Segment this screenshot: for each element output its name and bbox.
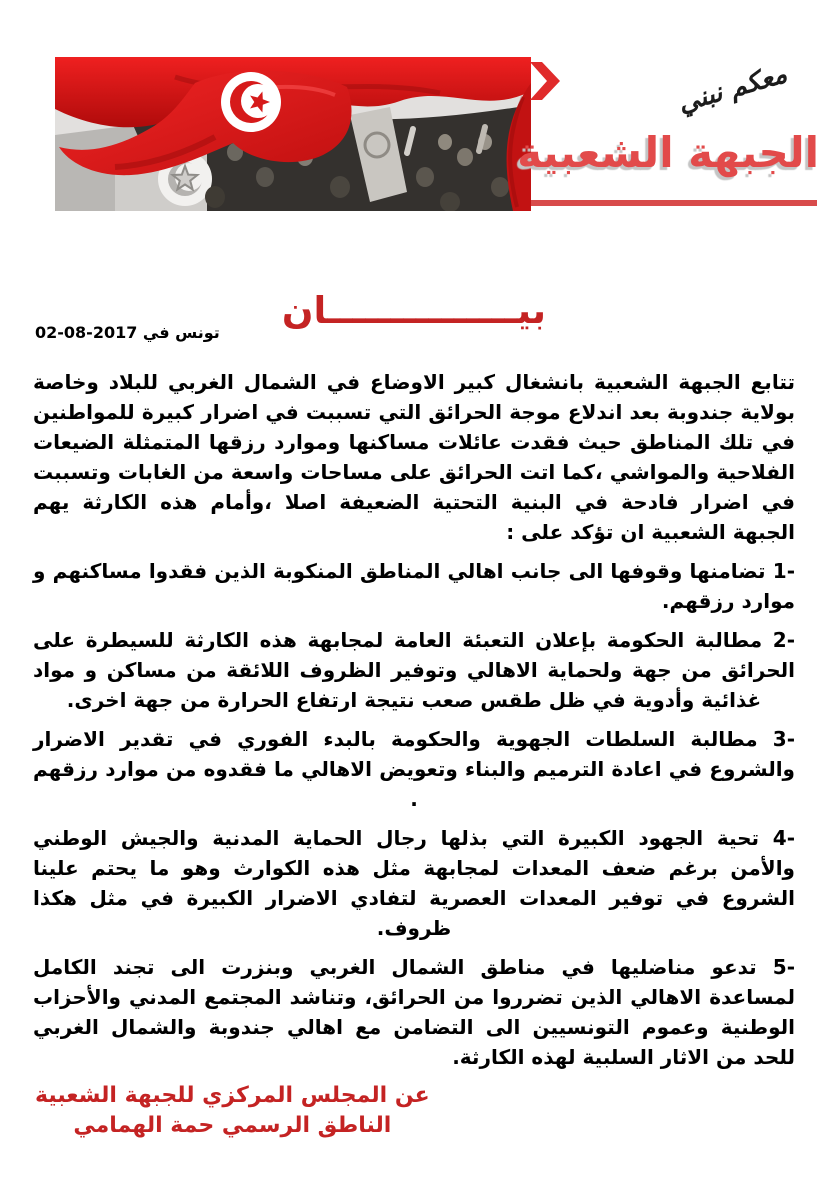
flag-crowd-photo [55,57,531,211]
list-item-1: -1 تضامنها وقوفها الى جانب اهالي المناطق المنكوبة الذين فقدوا مساكنهم و موارد رزقهم. [33,558,795,613]
list-item-2: -2 مطالبة الحكومة بإعلان التعبئة العامة لمجابهة هذه الكارثة للسيطرة على الحرائق من جهة ولحماية الاهالي وتوفير الظروف اللائقة من مساكن و مواد غذائية وأدوية في ظل طقس صعب نتيجة ارتفاع الحرارة من جهة اخرى. [33,627,795,712]
list-item-4: -4 تحية الجهود الكبيرة التي بذلها رجال الحماية المدنية والجيش الوطني والأمن برغم ضعف المعدات لمجابهة مثل هذه الكوارث وهو ما يحتم علينا الشروع في توفير المعدات العصرية لتفادي الاضرار الكبيرة في مثل هكذا ظروف. [33,825,795,940]
logo-underline [531,200,817,206]
signature-spokesman-line: الناطق الرسمي حمة الهمامي [73,1112,392,1138]
intro-paragraph: تتابع الجبهة الشعبية بانشغال كبير الاوضاع في الشمال الغربي للبلاد وخاصة بولاية جندوبة بعد اندلاع موجة الحرائق التي تسببت في اضرار كبيرة للمواطنين في تلك المناطق حيث فقدت عائلات مساكنها وموارد رزقها المتمثلة الضيعات الفلاحية والمواشي ،كما اتت الحرائق على مساحات واسعة من الغابات وتسببت في اضرار فادحة في البنية التحتية الضعيفة اصلا ،وأمام هذه الكارثة يهم الجبهة الشعبية ان تؤكد على : [33,369,795,544]
chevron-right-icon [530,62,560,100]
signature-block [35,1081,430,1141]
signature-org-line: عن المجلس المركزي للجبهة الشعبية [35,1082,430,1108]
tunisia-flag-crowd-illustration [55,57,531,211]
list-item-3: -3 مطالبة السلطات الجهوية والحكومة بالبدء الفوري في تقدير الاضرار والشروع في اعادة الترميم والبناء وتعويض الاهالي ما فقدوه من موارد رزقهم . [33,726,795,811]
statement-body [33,290,795,1141]
tunisia-flag-emblem [221,72,281,132]
list-item-5: -5 تدعو مناضليها في مناطق الشمال الغربي وبنزرت الى تجند الكامل لمساعدة الاهالي الذين تضرروا من الحرائق، وتناشد المجتمع المدني والأحزاب الوطنية وعموم التونسيين الى التضامن مع اهالي جندوبة والشمال الغربي للحد من الاثار السلبية لهذه الكارثة. [33,954,795,1069]
header-banner [0,0,822,218]
logo-slogan: معكم نبني [674,59,791,119]
dateline: تونس في 2017-08-02 [35,322,220,342]
logo-org-name: الجبهة الشعبية [517,128,819,177]
statement-title: بيـــــــــــــــان [281,289,547,332]
